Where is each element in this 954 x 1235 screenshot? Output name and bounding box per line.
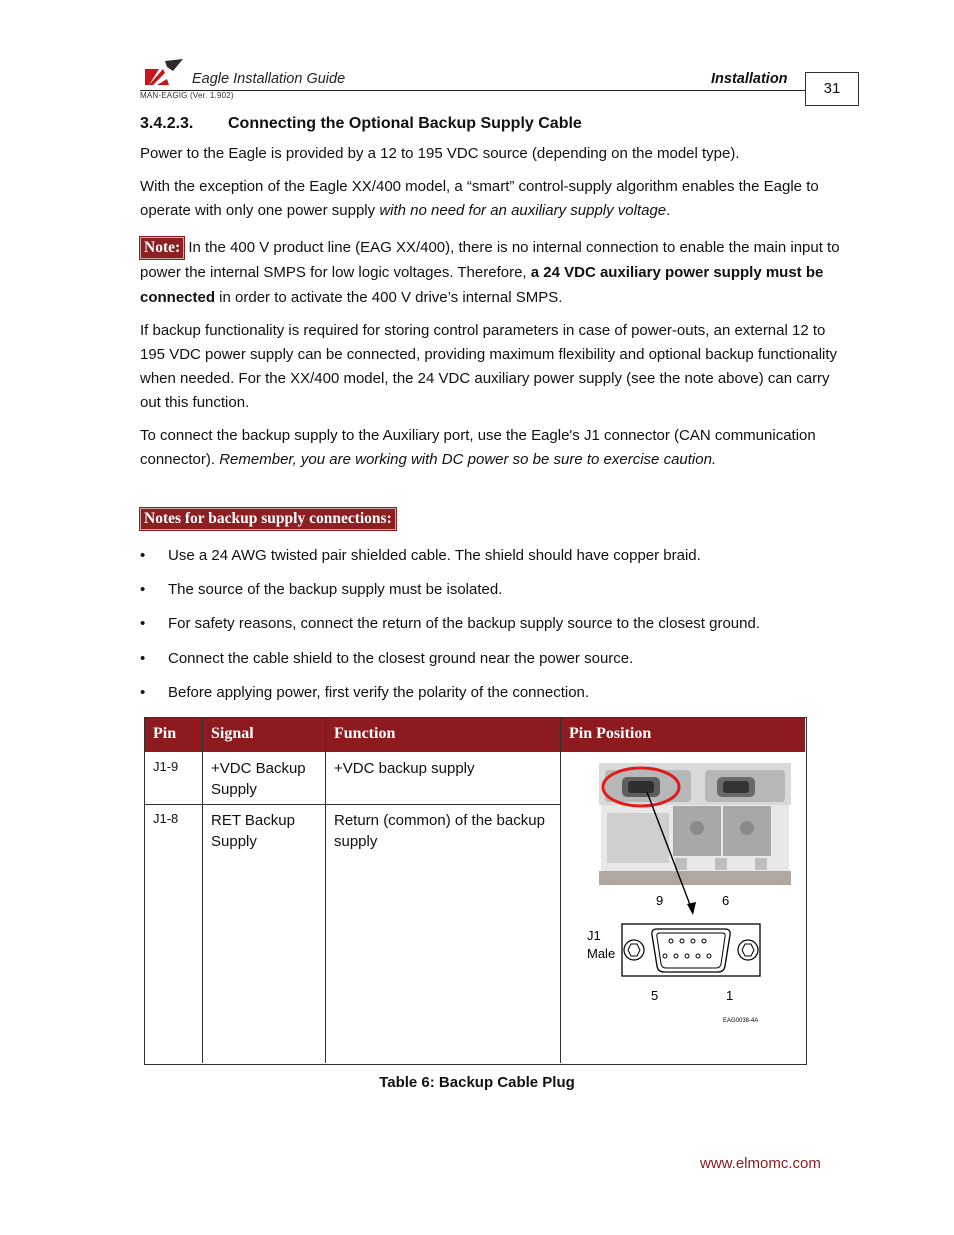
figure-code: EAG0038-4A (723, 1018, 759, 1024)
header-divider (140, 90, 806, 91)
section-number: 3.4.2.3. (140, 115, 194, 132)
table-cell-pin: J1-8 (153, 811, 179, 826)
pin-table (144, 717, 807, 1065)
note-tag: Note: (140, 237, 184, 259)
paragraph-text: . (666, 202, 671, 219)
paragraph-emphasis: with no need for an auxiliary supply voltage (379, 202, 667, 219)
note-text: In the 400 V product line (EAG XX/400), there is no internal connection to enable the main input to power the internal SMPS for low logic voltages. Therefore, (140, 239, 840, 281)
table-cell-pin: J1-9 (153, 759, 179, 774)
header-section-label: Installation (711, 71, 788, 87)
note-emphasis: a 24 VDC auxiliary power supply must be connected (140, 264, 824, 306)
table-header-cell: Function (334, 725, 396, 742)
table-header-cell: Pin Position (569, 725, 652, 742)
list-item-text: For safety reasons, connect the return of the backup supply source to the closest ground. (168, 615, 761, 632)
section-title: Connecting the Optional Backup Supply Cable (228, 115, 582, 132)
pin-position-diagram (565, 758, 801, 1034)
bullet-icon: • (140, 547, 146, 564)
table-caption: Table 6: Backup Cable Plug (379, 1074, 575, 1091)
table-divider (560, 718, 561, 1063)
drive-photo (599, 763, 791, 885)
note-paragraph (140, 235, 840, 310)
list-item-text: The source of the backup supply must be isolated. (168, 581, 503, 598)
paragraph-smart-supply (140, 175, 840, 223)
header-doc-title: Eagle Installation Guide (192, 71, 346, 87)
pin-label: 6 (722, 893, 730, 908)
paragraph-text: To connect the backup supply to the Auxiliary port, use the Eagle's J1 connector (CAN communication connector). (140, 427, 816, 468)
notes-heading (140, 508, 396, 530)
notes-heading-label: Notes for backup supply connections: (140, 508, 396, 530)
paragraph-caution: Remember, you are working with DC power so be sure to exercise caution. (219, 451, 717, 468)
arrowhead-icon (687, 902, 696, 915)
connector-label: J1 (587, 928, 601, 943)
table-cell-function: +VDC backup supply (334, 760, 475, 777)
list-item-text: Connect the cable shield to the closest ground near the power source. (168, 650, 634, 667)
note-text: in order to activate the 400 V drive’s internal SMPS. (215, 289, 563, 306)
table-header-cell: Signal (211, 725, 254, 742)
bullet-icon: • (140, 684, 146, 701)
table-cell-function: Return (common) of the backup supply (334, 812, 545, 850)
footer-website-link[interactable]: www.elmomc.com (700, 1155, 821, 1172)
table-divider (325, 718, 326, 1063)
pin-label: 1 (726, 988, 734, 1003)
bullet-icon: • (140, 581, 146, 598)
elmo-logo-icon (143, 57, 185, 87)
list-item-text: Before applying power, first verify the polarity of the connection. (168, 684, 590, 701)
bullet-icon: • (140, 615, 146, 632)
connector-gender: Male (587, 946, 616, 961)
table-header-row (145, 718, 805, 752)
paragraph-text: With the exception of the Eagle XX/400 model, a “smart” control-supply algorithm enables the Eagle to operate with only one power supply (140, 178, 819, 219)
table-cell-signal: RET Backup Supply (211, 812, 295, 850)
paragraph-connect-backup (140, 424, 840, 472)
paragraph-backup-functionality: If backup functionality is required for storing control parameters in case of power-outs, an external 12 to 195 VDC power supply can be connected, providing maximum flexibility and optional backup functionality when needed. For the XX/400 model, the 24 VDC auxiliary power supply (see the note above) can carry out this function. (140, 322, 838, 411)
pin-label: 9 (656, 893, 664, 908)
header-doc-code: MAN-EAGIG (Ver. 1.902) (140, 91, 234, 100)
table-cell-signal: +VDC Backup Supply (211, 760, 306, 798)
paragraph-power: Power to the Eagle is provided by a 12 to 195 VDC source (depending on the model type). (140, 145, 740, 162)
table-row-divider (145, 804, 560, 805)
pin-label: 5 (651, 988, 659, 1003)
db9-connector-diagram (622, 924, 760, 976)
bullet-icon: • (140, 650, 146, 667)
table-divider (202, 718, 203, 1063)
page-number: 31 (805, 72, 859, 106)
list-item-text: Use a 24 AWG twisted pair shielded cable. The shield should have copper braid. (168, 547, 701, 564)
table-header-cell: Pin (153, 725, 177, 742)
